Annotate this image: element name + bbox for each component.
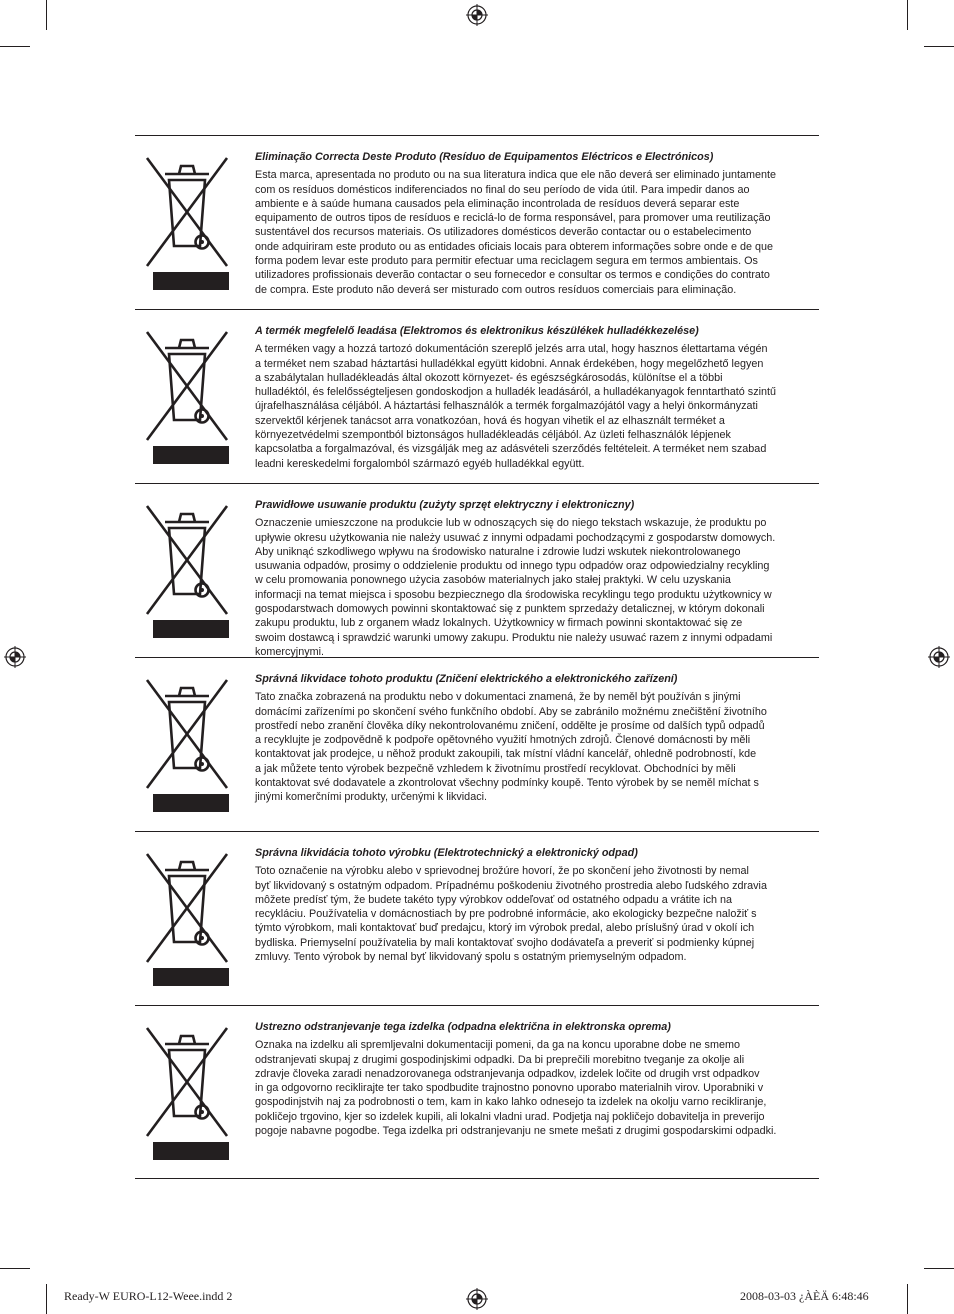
section-title: Správná likvidace tohoto produktu (Zničení elektrického a elektronického zařízení) xyxy=(255,673,678,685)
crossed-wheelie-bin-icon xyxy=(145,500,229,640)
crop-mark xyxy=(46,1284,47,1314)
crop-mark xyxy=(907,1284,908,1314)
weee-section-hungarian xyxy=(135,309,819,483)
crop-mark xyxy=(907,0,908,30)
crossed-wheelie-bin-icon xyxy=(145,674,229,814)
crop-mark xyxy=(0,46,30,47)
crop-mark xyxy=(924,46,954,47)
registration-mark-icon xyxy=(466,4,488,26)
registration-mark-icon xyxy=(4,646,26,668)
section-body: Toto označenie na výrobku alebo v sprievodnej brožúre hovorí, že po skončení jeho životnosti by nemal byť likvidovaný s ostatným odpadom. Prípadnému poškodeniu životného prostredia alebo ľudského zdravia môžete predísť tým, že budete takéto typy výrobkov oddeľovať od ostatného odpadu a vrátite ich na recykláciu. Používatelia v domácnostiach by pre podrobné informácie, ako ekologicky bezpečne naložiť s týmto výrobkom, mali kontaktovať buď predajcu, ktorý im výrobok predal, alebo príslušný úrad v okolí ich bydliska. Priemyselní používatelia by mali kontaktovať svojho dodávateľa a preveriť si podmienky kúpnej zmluvy. Tento výrobok by nemal byť likvidovaný spolu s ostatným priemyselným odpadom. xyxy=(255,865,767,964)
footer-file-name: Ready-W EURO-L12-Weee.indd 2 xyxy=(64,1289,233,1303)
section-title: Ustrezno odstranjevanje tega izdelka (odpadna električna in elektronska oprema) xyxy=(255,1021,671,1033)
section-body: Tato značka zobrazená na produktu nebo v dokumentaci znamená, že by neměl být používán s jinými domácími zařízeními po skončení svého funkčního období. Aby se zabránilo možnému znečištění životního prostředí nebo zranění člověka díky nekontrolovanému zničení, oddělte je prosíme od dalších typů odpadů a recyklujte je zodpovědně k podpoře opětovného využití hmotných zdrojů. Členové domácnosti by měli kontaktovat jak prodejce, u něhož produkt zakoupili, tak místní vládní kancelář, ohledně podrobností, kde a jak můžete tento výrobek bezpečně vzhledem k životnímu prostředí recyklovat. Obchodníci by měli kontaktovat své dodavatele a zkontrolovat všechny podmínky koupě. Tento výrobek by se neměl míchat s jinými komerčními produkty, určenými k likvidaci. xyxy=(255,691,767,804)
crop-mark xyxy=(46,0,47,30)
section-title: Správna likvidácia tohoto výrobku (Elektrotechnický a elektronický odpad) xyxy=(255,847,638,859)
section-title: Eliminação Correcta Deste Produto (Resíduo de Equipamentos Eléctricos e Electrónicos) xyxy=(255,151,714,163)
weee-notice-list xyxy=(135,135,819,1179)
crossed-wheelie-bin-icon xyxy=(145,152,229,292)
crossed-wheelie-bin-icon xyxy=(145,326,229,466)
crop-mark xyxy=(0,1268,30,1269)
crossed-wheelie-bin-icon xyxy=(145,848,229,988)
footer-timestamp: 2008-03-03 ¿ÀÈÄ 6:48:46 xyxy=(740,1289,869,1303)
weee-section-polish xyxy=(135,483,819,657)
section-body: Esta marca, apresentada no produto ou na sua literatura indica que ele não deverá ser eliminado juntamente com os resíduos domésticos indiferenciados no final do seu período de vida útil. Para impedir danos ao ambiente e à saúde humana causados pela eliminação incontrolada de resíduos deverá separar este equipamento de outros tipos de resíduos e reciclá-lo de forma responsável, para promover uma reutilização sustentável dos recursos materiais. Os utilizadores domésticos deverão contactar ou o estabelecimento onde adquiriram este produto ou as entidades oficiais locais para obterem informações sobre onde e de que forma podem levar este produto para permitir efectuar uma reciclagem segura em termos ambientais. Os utilizadores profissionais deverão contactar o seu fornecedor e consultar os termos e condições do contrato de compra. Este produto não deverá ser misturado com outros resíduos comerciais para eliminação. xyxy=(255,169,776,296)
weee-section-slovenian xyxy=(135,1005,819,1179)
section-body: Oznaczenie umieszczone na produkcie lub w odnoszących się do niego tekstach wskazuje, że produktu po upływie okresu użytkowania nie należy usuwać z innymi odpadami pochodzącymi z gospodarstw domowych. Aby uniknąć szkodliwego wpływu na środowisko naturalne i zdrowie ludzi wskutek niekontrolowanego usuwania odpadów, prosimy o oddzielenie produktu od innego typu odpadów oraz odpowiedzialny recykling w celu promowania ponownego użycia zasobów materialnych jako stałej praktyki. W celu uzyskania informacji na temat miejsca i sposobu bezpiecznego dla środowiska recyklingu tego produktu użytkownicy w gospodarstwach domowych powinni skontaktować się z punktem sprzedaży detalicznej, w którym dokonali zakupu produktu, lub z organem władz lokalnych. Użytkownicy w firmach powinni skontaktować się ze swoim dostawcą i sprawdzić warunki umowy zakupu. Produktu nie należy usuwać razem z innymi odpadami komercyjnymi. xyxy=(255,517,776,658)
section-body: Oznaka na izdelku ali spremljevalni dokumentaciji pomeni, da ga na koncu uporabne dobe ne smemo odstranjevati skupaj z drugimi gospodinjskimi odpadki. Da bi preprečili morebitno tveganje za okolje ali zdravje človeka zaradi nenadzorovanega odstranjevanja odpadkov, izdelek ločite od drugih vrst odpadkov in ga odgovorno reciklirajte ter tako spodbudite trajnostno ponovno uporabo materialnih virov. Uporabniki v gospodinjstvih naj za podrobnosti o tem, kam in kako lahko odnesejo ta izdelek na okolju varno recikliranje, pokličejo trgovino, kjer so izdelek kupili, ali lokalni vladni urad. Podjetja naj pokličejo dobavitelja in preverijo pogoje nabavne pogodbe. Tega izdelka pri odstranjevanju ne smete mešati z drugimi gospodarskimi odpadki. xyxy=(255,1039,777,1138)
weee-section-czech xyxy=(135,657,819,831)
crop-mark xyxy=(924,1268,954,1269)
section-body: A terméken vagy a hozzá tartozó dokumentáción szereplő jelzés arra utal, hogy hasznos élettartama végén a terméket nem szabad háztartási hulladékkal együtt kidobni. Annak érdekében, hogy megelőzhető legyen a szabálytalan hulladékleadás által okozott környezet- és egészségkárosodás, különítse el a többi hulladéktól, és felelősségteljesen gondoskodjon a hulladék leadásáról, a hulladékanyagok fenntartható szintű újrafelhasználása céljából. A háztartási felhasználók a termék forgalmazójától vagy a helyi önkormányzati szervektől kérjenek tanácsot arra vonatkozóan, hová és hogyan vihetik el az elhasznált terméket a környezetvédelmi szempontból biztonságos hulladékleadás céljából. Az üzleti felhasználók lépjenek kapcsolatba a forgalmazóval, és vizsgálják meg az adásvételi szerződés feltételeit. A terméket nem szabad leadni kereskedelmi forgalomból származó egyéb hulladékkal együtt. xyxy=(255,343,777,470)
registration-mark-icon xyxy=(466,1288,488,1310)
crossed-wheelie-bin-icon xyxy=(145,1022,229,1162)
registration-mark-icon xyxy=(928,646,950,668)
section-title: A termék megfelelő leadása (Elektromos és elektronikus készülékek hulladékkezelése) xyxy=(255,325,699,337)
weee-section-portuguese xyxy=(135,135,819,309)
weee-section-slovak xyxy=(135,831,819,1005)
section-title: Prawidłowe usuwanie produktu (zużyty sprzęt elektryczny i elektroniczny) xyxy=(255,499,635,511)
